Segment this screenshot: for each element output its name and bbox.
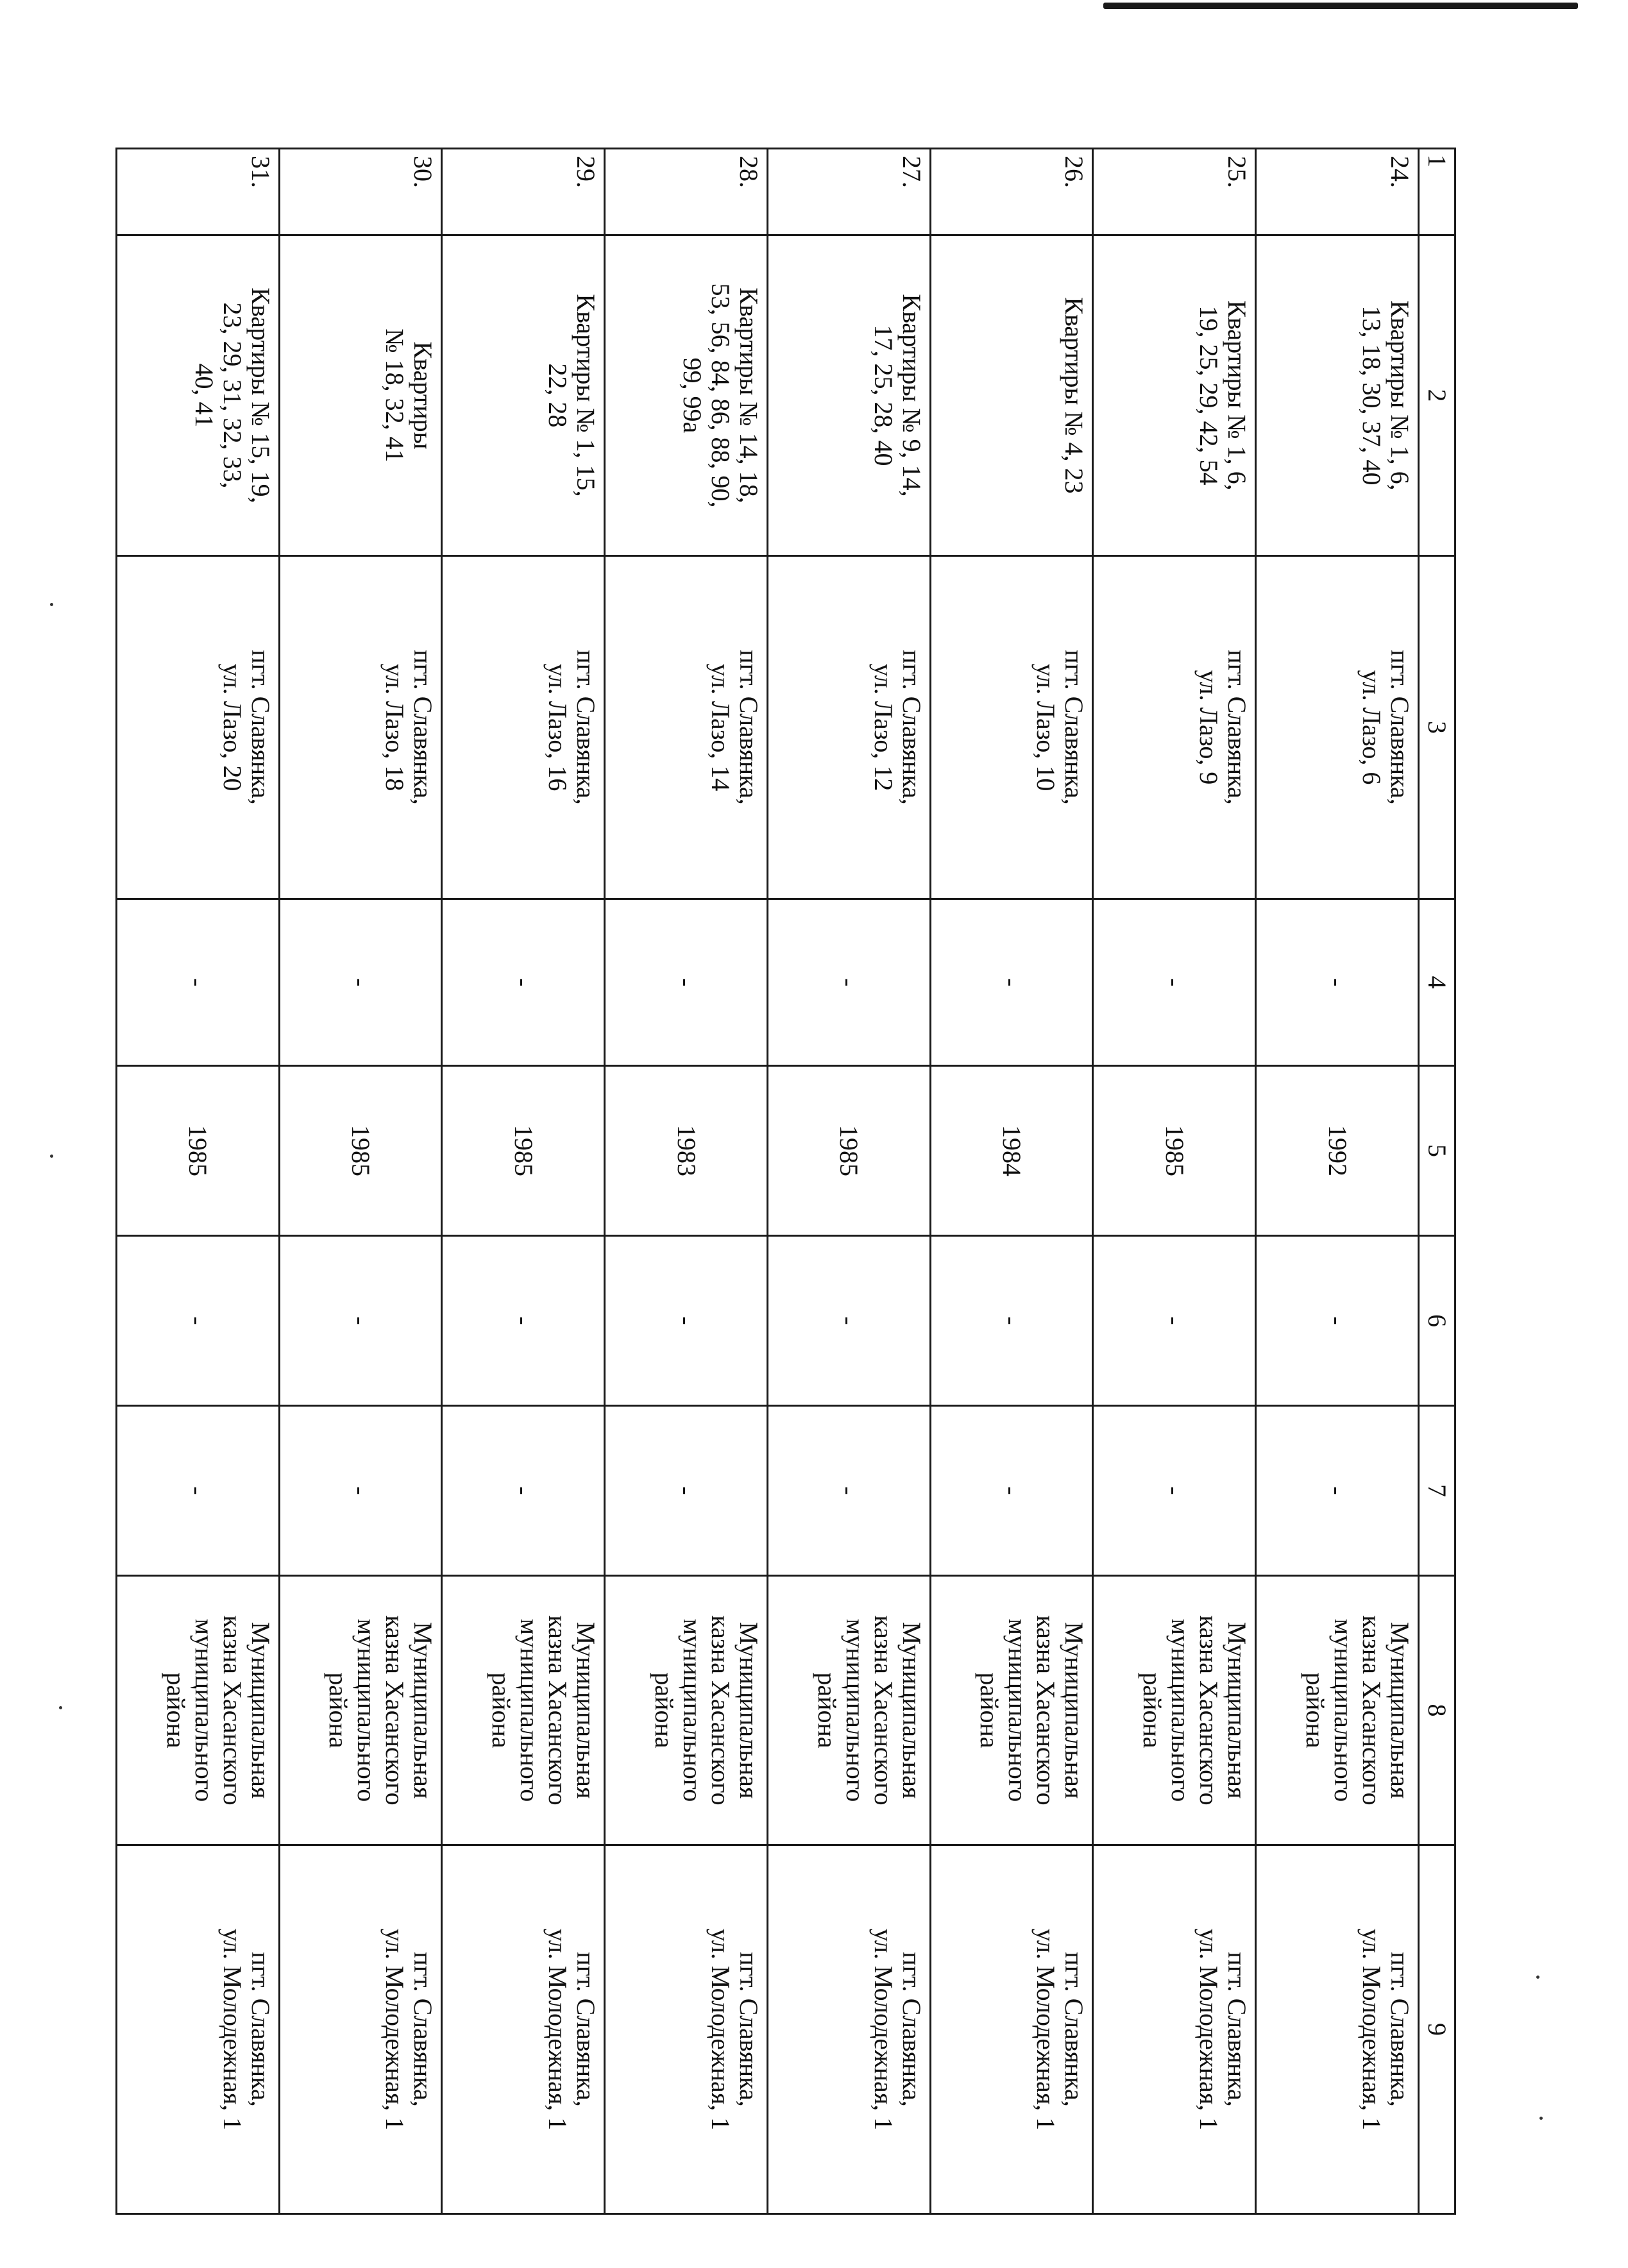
address-cell: пгт. Славянка, ул. Лазо, 12 bbox=[768, 556, 931, 899]
col7-cell: - bbox=[117, 1406, 280, 1576]
location-cell: пгт. Славянка, ул. Молодежная, 1 bbox=[442, 1845, 605, 2214]
col7-cell: - bbox=[442, 1406, 605, 1576]
col4-cell: - bbox=[605, 899, 768, 1066]
table-row bbox=[442, 149, 605, 2214]
address-cell: пгт. Славянка, ул. Лазо, 20 bbox=[117, 556, 280, 899]
address-cell: пгт. Славянка, ул. Лазо, 9 bbox=[1093, 556, 1256, 899]
col7-cell: - bbox=[930, 1406, 1093, 1576]
header-cell: 9 bbox=[1419, 1845, 1455, 2214]
header-row bbox=[1419, 149, 1455, 2214]
owner-cell: Муниципальная казна Хасанского муниципального района bbox=[1256, 1576, 1419, 1845]
table-row bbox=[605, 149, 768, 2214]
col7-cell: - bbox=[279, 1406, 442, 1576]
row-number-cell: 26. bbox=[930, 149, 1093, 235]
address-cell: пгт. Славянка, ул. Лазо, 18 bbox=[279, 556, 442, 899]
year-cell: 1985 bbox=[442, 1066, 605, 1236]
apartments-cell: Квартиры № 1, 15, 22, 28 bbox=[442, 235, 605, 556]
property-register-table bbox=[115, 148, 1456, 2215]
col6-cell: - bbox=[768, 1236, 931, 1406]
col4-cell: - bbox=[279, 899, 442, 1066]
header-cell: 8 bbox=[1419, 1576, 1455, 1845]
address-cell: пгт. Славянка, ул. Лазо, 16 bbox=[442, 556, 605, 899]
col6-cell: - bbox=[117, 1236, 280, 1406]
apartments-cell: Квартиры № 15, 19, 23, 29, 31, 32, 33, 40, 41 bbox=[117, 235, 280, 556]
col6-cell: - bbox=[930, 1236, 1093, 1406]
header-cell: 7 bbox=[1419, 1406, 1455, 1576]
owner-cell: Муниципальная казна Хасанского муниципального района bbox=[279, 1576, 442, 1845]
address-cell: пгт. Славянка, ул. Лазо, 14 bbox=[605, 556, 768, 899]
apartments-cell: Квартиры № 4, 23 bbox=[930, 235, 1093, 556]
col4-cell: - bbox=[1256, 899, 1419, 1066]
col6-cell: - bbox=[442, 1236, 605, 1406]
location-cell: пгт. Славянка, ул. Молодежная, 1 bbox=[1093, 1845, 1256, 2214]
rotated-table-wrapper bbox=[115, 148, 1456, 2213]
owner-cell: Муниципальная казна Хасанского муниципального района bbox=[768, 1576, 931, 1845]
document-page bbox=[115, 148, 1456, 2213]
address-cell: пгт. Славянка, ул. Лазо, 6 bbox=[1256, 556, 1419, 899]
row-number-cell: 30. bbox=[279, 149, 442, 235]
col4-cell: - bbox=[442, 899, 605, 1066]
location-cell: пгт. Славянка, ул. Молодежная, 1 bbox=[930, 1845, 1093, 2214]
location-cell: пгт. Славянка, ул. Молодежная, 1 bbox=[117, 1845, 280, 2214]
table-row bbox=[1256, 149, 1419, 2214]
top-edge-rule bbox=[1103, 3, 1578, 9]
year-cell: 1985 bbox=[117, 1066, 280, 1236]
apartments-cell: Квартиры № 1, 6, 19, 25, 29, 42, 54 bbox=[1093, 235, 1256, 556]
col4-cell: - bbox=[768, 899, 931, 1066]
scan-speck bbox=[50, 1155, 53, 1158]
row-number-cell: 28. bbox=[605, 149, 768, 235]
col6-cell: - bbox=[279, 1236, 442, 1406]
location-cell: пгт. Славянка, ул. Молодежная, 1 bbox=[605, 1845, 768, 2214]
header-cell: 1 bbox=[1419, 149, 1455, 235]
year-cell: 1985 bbox=[768, 1066, 931, 1236]
year-cell: 1985 bbox=[279, 1066, 442, 1236]
header-cell: 5 bbox=[1419, 1066, 1455, 1236]
apartments-cell: Квартиры № 18, 32, 41 bbox=[279, 235, 442, 556]
col4-cell: - bbox=[1093, 899, 1256, 1066]
owner-cell: Муниципальная казна Хасанского муниципального района bbox=[1093, 1576, 1256, 1845]
col4-cell: - bbox=[117, 899, 280, 1066]
location-cell: пгт. Славянка, ул. Молодежная, 1 bbox=[768, 1845, 931, 2214]
scan-speck bbox=[50, 603, 53, 606]
col7-cell: - bbox=[768, 1406, 931, 1576]
scan-speck bbox=[59, 1706, 62, 1709]
table-row bbox=[1093, 149, 1256, 2214]
header-cell: 2 bbox=[1419, 235, 1455, 556]
header-cell: 4 bbox=[1419, 899, 1455, 1066]
col6-cell: - bbox=[1093, 1236, 1256, 1406]
header-cell: 6 bbox=[1419, 1236, 1455, 1406]
year-cell: 1983 bbox=[605, 1066, 768, 1236]
owner-cell: Муниципальная казна Хасанского муниципального района bbox=[117, 1576, 280, 1845]
apartments-cell: Квартиры № 14, 18, 53, 56, 84, 86, 88, 90, 99, 99а bbox=[605, 235, 768, 556]
col6-cell: - bbox=[1256, 1236, 1419, 1406]
col7-cell: - bbox=[1256, 1406, 1419, 1576]
col4-cell: - bbox=[930, 899, 1093, 1066]
scan-speck bbox=[1539, 2117, 1543, 2120]
year-cell: 1985 bbox=[1093, 1066, 1256, 1236]
owner-cell: Муниципальная казна Хасанского муниципального района bbox=[442, 1576, 605, 1845]
address-cell: пгт. Славянка, ул. Лазо, 10 bbox=[930, 556, 1093, 899]
owner-cell: Муниципальная казна Хасанского муниципального района bbox=[605, 1576, 768, 1845]
scan-speck bbox=[1536, 1976, 1539, 1979]
table-row bbox=[930, 149, 1093, 2214]
row-number-cell: 24. bbox=[1256, 149, 1419, 235]
table-row bbox=[279, 149, 442, 2214]
header-cell: 3 bbox=[1419, 556, 1455, 899]
table-row bbox=[117, 149, 280, 2214]
col7-cell: - bbox=[605, 1406, 768, 1576]
row-number-cell: 27. bbox=[768, 149, 931, 235]
year-cell: 1992 bbox=[1256, 1066, 1419, 1236]
location-cell: пгт. Славянка, ул. Молодежная, 1 bbox=[1256, 1845, 1419, 2214]
apartments-cell: Квартиры № 9, 14, 17, 25, 28, 40 bbox=[768, 235, 931, 556]
row-number-cell: 25. bbox=[1093, 149, 1256, 235]
row-number-cell: 29. bbox=[442, 149, 605, 235]
row-number-cell: 31. bbox=[117, 149, 280, 235]
location-cell: пгт. Славянка, ул. Молодежная, 1 bbox=[279, 1845, 442, 2214]
col7-cell: - bbox=[1093, 1406, 1256, 1576]
year-cell: 1984 bbox=[930, 1066, 1093, 1236]
table-row bbox=[768, 149, 931, 2214]
apartments-cell: Квартиры № 1, 6, 13, 18, 30, 37, 40 bbox=[1256, 235, 1419, 556]
table-body bbox=[117, 149, 1455, 2214]
owner-cell: Муниципальная казна Хасанского муниципального района bbox=[930, 1576, 1093, 1845]
col6-cell: - bbox=[605, 1236, 768, 1406]
